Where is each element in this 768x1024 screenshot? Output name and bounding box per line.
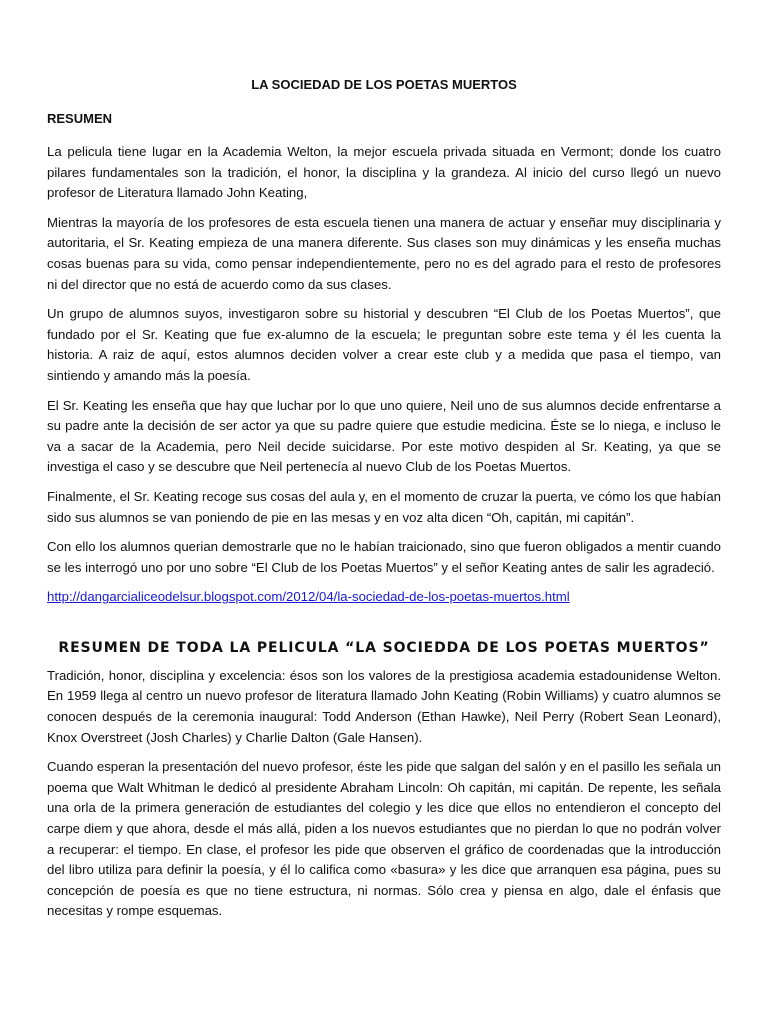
paragraph: Tradición, honor, disciplina y excelencia: ésos son los valores de la prestigiosa academia estadounidense Welton. En 1959 llega al centro un nuevo profesor de literatura llamado John Keating (Robin Williams) y cuatro alumnos se conocen después de la ceremonia inaugural: Todd Anderson (Ethan Hawke), Neil Perry (Robert Sean Leonard), Knox Overstreet (Josh Charles) y Charlie Dalton (Gale Hansen). xyxy=(47,667,721,745)
paragraph: Un grupo de alumnos suyos, investigaron sobre su historial y descubren “El Club de los Poetas Muertos”, que fundado por el Sr. Keating que fue ex-alumno de la escuela; le preguntan sobre este tema y él les cuenta la historia. A raiz de aquí, estos alumnos deciden volver a crear este club y a medida que pasa el tiempo, van sintiendo y amando más la poesía. xyxy=(47,306,721,383)
source-link[interactable]: http://dangarcialiceodelsur.blogspot.com/2012/04/la-sociedad-de-los-poetas-muertos.html xyxy=(47,589,570,605)
paragraph: Mientras la mayoría de los profesores de esta escuela tienen una manera de actuar y enseñar muy disciplinaria y autoritaria, el Sr. Keating empieza de una manera diferente. Sus clases son muy dinámicas y les enseña muchas cosas buenas para su vida, como pensar independientemente, pero no es del agrado para el resto de profesores ni del director que no está de acuerdo como da sus clases. xyxy=(47,214,721,292)
paragraph: La pelicula tiene lugar en la Academia Welton, la mejor escuela privada situada en Vermont; donde los cuatro pilares fundamentales son la tradición, el honor, la disciplina y la grandeza. Al inicio del curso llegó un nuevo profesor de Literatura llamado John Keating, xyxy=(47,144,721,201)
section-heading: RESUMEN DE TODA LA PELICULA “LA SOCIEDDA DE LOS POETAS MUERTOS” xyxy=(58,639,710,656)
section-label-resumen: RESUMEN xyxy=(47,111,113,126)
paragraph: Con ello los alumnos querian demostrarle que no le habían traicionado, sino que fueron obligados a mentir cuando se les interrogó uno por uno sobre “El Club de los Poetas Muertos” y el señor Keating antes de salir les agradeció. xyxy=(47,539,721,575)
document-title: LA SOCIEDAD DE LOS POETAS MUERTOS xyxy=(251,77,517,92)
paragraph: Finalmente, el Sr. Keating recoge sus cosas del aula y, en el momento de cruzar la puerta, ve cómo los que habían sido sus alumnos se van poniendo de pie en las mesas y en voz alta dicen “Oh, capitán, mi capitán”. xyxy=(47,488,721,525)
paragraph: Cuando esperan la presentación del nuevo profesor, éste les pide que salgan del salón y en el pasillo les señala un poema que Walt Whitman le dedicó al presidente Abraham Lincoln: Oh capitán, mi capitán. De repente, les señala una orla de la primera generación de estudiantes del colegio y les dice que ellos no entendieron el concepto del carpe diem y que ahora, desde el más allá, piden a los nuevos estudiantes que no pierdan lo que no podrán volver a recuperar: el tiempo. En clase, el profesor les pide que observen el gráfico de coordenadas que la introducción del libro utiliza para definir la poesía, y él lo califica como «basura» y les dice que arranquen esa página, pues su concepción de poesía es que no tiene estructura, ni normas. Sólo crea y piensa en algo, dale el énfasis que necesitas y rompe esquemas. xyxy=(47,759,721,919)
document-page xyxy=(47,76,721,931)
source-link-line xyxy=(47,587,721,608)
paragraph: El Sr. Keating les enseña que hay que luchar por lo que uno quiere, Neil uno de sus alumnos decide enfrentarse a su padre ante la decisión de ser actor ya que su padre quiere que estudie medicina. Éste se lo niega, e incluso le va a sacar de la Academia, pero Neil decide suicidarse. Por este motivo despiden al Sr. Keating, ya que se investiga el caso y se descubre que Neil pertenecía al nuevo Club de los Poetas Muertos. xyxy=(47,397,721,475)
